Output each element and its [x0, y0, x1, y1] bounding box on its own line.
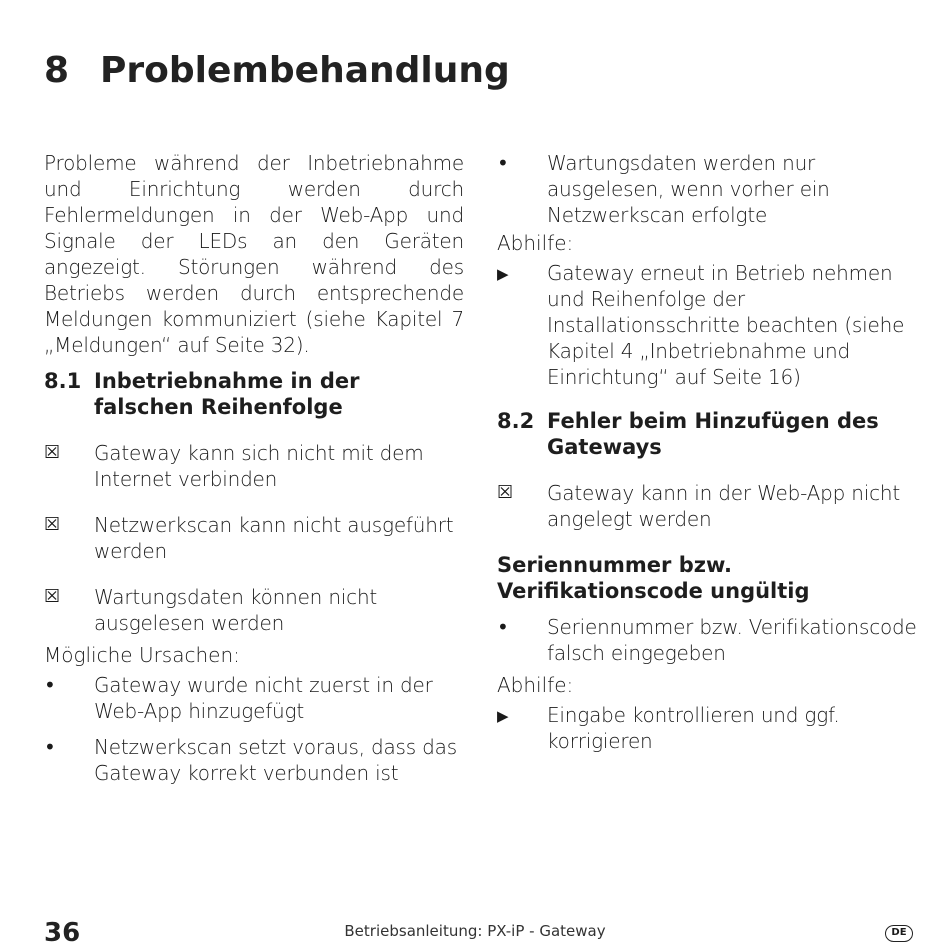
list-item: ☒ Gateway kann sich nicht mit dem Internet verbinden — [44, 441, 424, 491]
remedy-list — [497, 260, 917, 390]
list-item: • Gateway wurde nicht zuerst in der Web-App hinzugefügt — [44, 673, 433, 723]
remedy-list-2 — [497, 702, 917, 754]
bullet-icon: • — [44, 735, 56, 759]
document-title: Betriebsanleitung: PX-iP - Gateway — [344, 922, 606, 940]
chapter-number: 8 — [44, 50, 70, 91]
section-8-2-heading — [497, 408, 917, 460]
bullet-icon: • — [497, 615, 509, 639]
crossed-box-icon: ☒ — [44, 586, 60, 607]
causes-label: Mögliche Ursachen: — [44, 643, 240, 667]
list-item: ☒ Netzwerkscan kann nicht ausgeführt werden — [44, 513, 454, 563]
section-title: Fehler beim Hinzufügen des Gateways — [547, 409, 879, 459]
causes-list-continued — [497, 150, 917, 228]
bullet-icon: • — [44, 673, 56, 697]
symptom-list-2 — [497, 480, 917, 532]
page-number: 36 — [44, 918, 81, 948]
arrow-right-icon: ▶ — [497, 707, 509, 725]
left-column — [44, 150, 464, 786]
list-item: • Seriennummer bzw. Verifikationscode falsch eingegeben — [497, 615, 917, 665]
list-item: • Netzwerkscan setzt voraus, dass das Gateway korrekt verbunden ist — [44, 735, 457, 785]
section-title: Inbetriebnahme in der falschen Reihenfolge — [94, 369, 360, 419]
list-item: ▶ Gateway erneut in Betrieb nehmen und Reihenfolge der Installationsschritte beachten (siehe Kapitel 4 „Inbetriebnahme und Einrichtung“ auf Seite 16) — [497, 261, 905, 389]
arrow-right-icon: ▶ — [497, 265, 509, 283]
language-badge: DE — [885, 925, 913, 942]
chapter-title-text: Problembehandlung — [100, 50, 510, 91]
section-8-1-heading — [44, 368, 464, 420]
bullet-icon: • — [497, 151, 509, 175]
remedy-label: Abhilfe: — [497, 231, 574, 255]
causes-list — [44, 672, 464, 786]
list-item: ☒ Wartungsdaten können nicht ausgelesen werden — [44, 585, 378, 635]
list-item: ☒ Gateway kann in der Web-App nicht angelegt werden — [497, 481, 901, 531]
list-item: ▶ Eingabe kontrollieren und ggf. korrigieren — [497, 703, 840, 753]
section-number: 8.1 — [44, 369, 82, 393]
remedy-label-2: Abhilfe: — [497, 673, 574, 697]
causes-list-2 — [497, 614, 917, 666]
crossed-box-icon: ☒ — [44, 442, 60, 463]
section-number: 8.2 — [497, 409, 535, 433]
crossed-box-icon: ☒ — [44, 514, 60, 535]
subsection-heading: Seriennummer bzw. Verifikationscode ungültig — [497, 553, 810, 603]
right-column — [497, 150, 917, 754]
symptom-list — [44, 440, 464, 636]
crossed-box-icon: ☒ — [497, 482, 513, 503]
list-item: • Wartungsdaten werden nur ausgelesen, wenn vorher ein Netzwerkscan erfolgte — [497, 151, 830, 227]
intro-paragraph: Probleme während der Inbetriebnahme und Einrichtung werden durch Fehlermeldungen in der Web-App und Signale der LEDs an den Geräten angezeigt. Störungen während des Betriebs werden durch entsprechende Meldungen kommuniziert (siehe Kapitel 7 „Meldungen“ auf Seite 32). — [44, 151, 464, 357]
chapter-title — [44, 50, 510, 91]
